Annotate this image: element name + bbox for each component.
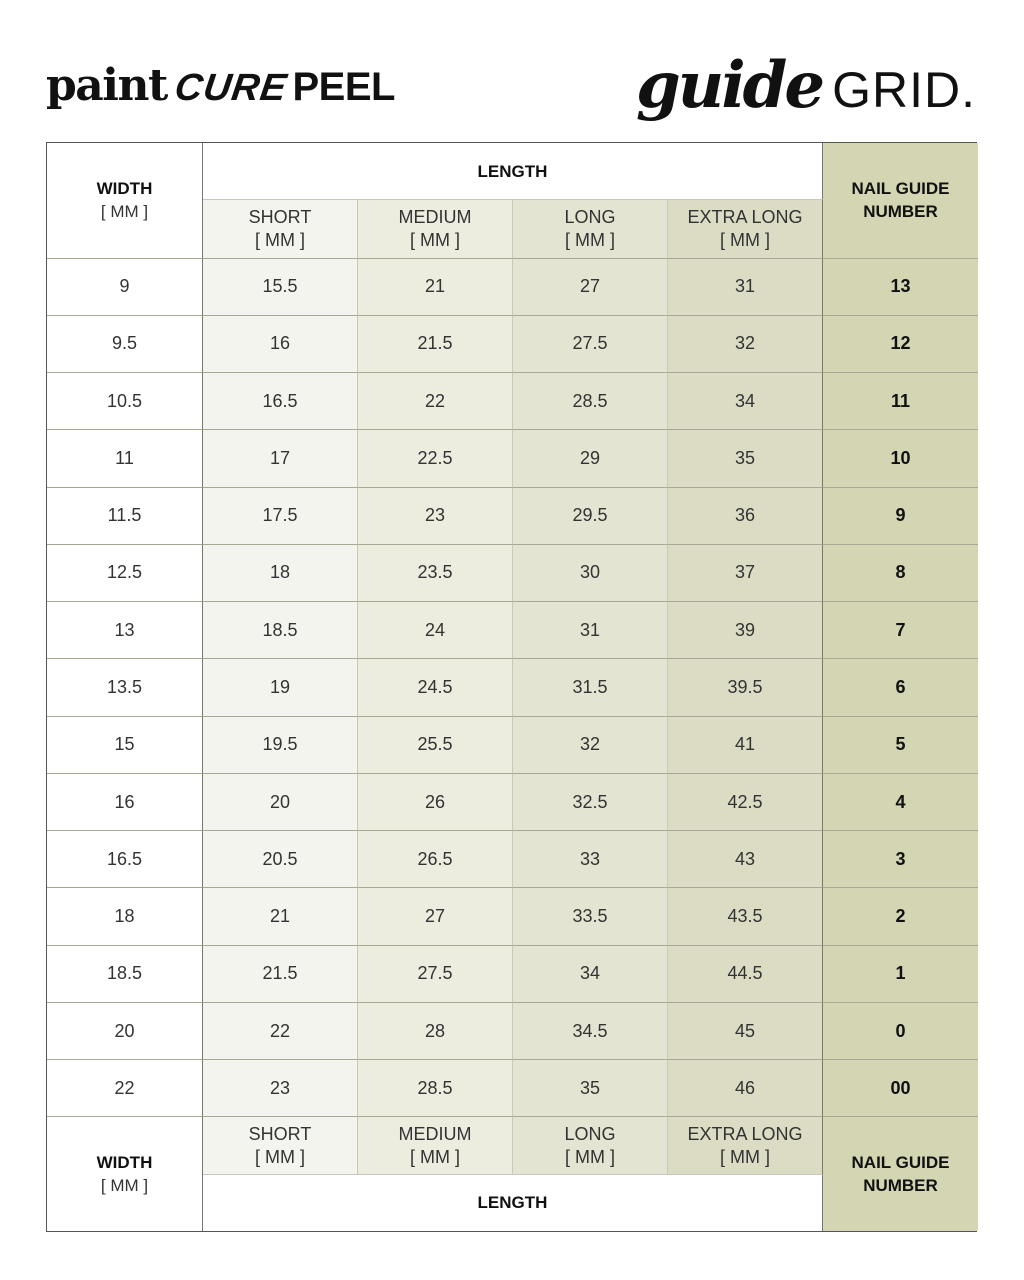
long-length-cell: 33.5	[513, 887, 668, 944]
nail-guide-footer-line1: NAIL GUIDE	[851, 1153, 950, 1173]
logo-cure-text: CURE	[171, 67, 290, 109]
short-length-cell: 20.5	[203, 830, 358, 887]
width-cell: 20	[47, 1002, 203, 1059]
column-header-unit: [ MM ]	[565, 229, 615, 250]
length-header-label: LENGTH	[477, 161, 548, 181]
nail-guide-number-cell: 7	[823, 601, 978, 658]
extra-long-length-cell: 46	[668, 1059, 823, 1116]
short-length-cell: 21	[203, 887, 358, 944]
column-header-short	[203, 200, 358, 257]
short-length-cell: 17	[203, 429, 358, 486]
medium-length-cell: 28	[358, 1002, 513, 1059]
page-title	[636, 48, 976, 123]
width-cell: 13	[47, 601, 203, 658]
logo-paint-text: paint	[46, 60, 167, 111]
nail-guide-number-cell: 8	[823, 544, 978, 601]
column-header-unit: [ MM ]	[255, 229, 305, 250]
extra-long-length-cell: 39	[668, 601, 823, 658]
nail-guide-number-cell: 5	[823, 716, 978, 773]
nail-guide-header-line2: NUMBER	[863, 202, 938, 222]
long-length-cell: 32	[513, 716, 668, 773]
medium-length-cell: 27	[358, 887, 513, 944]
short-length-cell: 18	[203, 544, 358, 601]
medium-length-cell: 26.5	[358, 830, 513, 887]
extra-long-length-cell: 43.5	[668, 887, 823, 944]
nail-guide-number-cell: 00	[823, 1059, 978, 1116]
column-header-label: LONG	[564, 206, 616, 227]
short-length-cell: 19	[203, 658, 358, 715]
medium-length-cell: 21	[358, 258, 513, 315]
nail-guide-footer	[823, 1116, 978, 1231]
medium-length-cell: 22.5	[358, 429, 513, 486]
nail-guide-footer-line2: NUMBER	[863, 1176, 938, 1196]
extra-long-length-cell: 42.5	[668, 773, 823, 830]
width-cell: 15	[47, 716, 203, 773]
extra-long-length-cell: 43	[668, 830, 823, 887]
column-header-long	[513, 200, 668, 257]
short-length-cell: 21.5	[203, 945, 358, 1002]
long-length-cell: 34	[513, 945, 668, 1002]
short-length-cell: 18.5	[203, 601, 358, 658]
short-length-cell: 15.5	[203, 258, 358, 315]
long-length-cell: 27.5	[513, 315, 668, 372]
width-footer	[47, 1116, 203, 1231]
extra-long-length-cell: 34	[668, 372, 823, 429]
column-footer-extra-long	[668, 1116, 823, 1173]
medium-length-cell: 24.5	[358, 658, 513, 715]
nail-guide-number-cell: 13	[823, 258, 978, 315]
width-header	[47, 143, 203, 258]
nail-guide-number-cell: 0	[823, 1002, 978, 1059]
length-header	[203, 143, 823, 200]
medium-length-cell: 23.5	[358, 544, 513, 601]
width-cell: 18	[47, 887, 203, 944]
page-header	[0, 0, 1024, 140]
short-length-cell: 16	[203, 315, 358, 372]
width-cell: 13.5	[47, 658, 203, 715]
nail-guide-number-cell: 2	[823, 887, 978, 944]
long-length-cell: 31	[513, 601, 668, 658]
length-footer-label: LENGTH	[477, 1193, 548, 1213]
short-length-cell: 17.5	[203, 487, 358, 544]
long-length-cell: 33	[513, 830, 668, 887]
nail-guide-number-cell: 12	[823, 315, 978, 372]
nail-guide-number-cell: 10	[823, 429, 978, 486]
short-length-cell: 19.5	[203, 716, 358, 773]
nail-guide-header	[823, 143, 978, 258]
short-length-cell: 23	[203, 1059, 358, 1116]
column-header-label: MEDIUM	[398, 206, 472, 227]
nail-guide-number-cell: 3	[823, 830, 978, 887]
column-footer-medium	[358, 1116, 513, 1173]
width-cell: 12.5	[47, 544, 203, 601]
column-header-medium	[358, 200, 513, 257]
long-length-cell: 34.5	[513, 1002, 668, 1059]
extra-long-length-cell: 35	[668, 429, 823, 486]
long-length-cell: 27	[513, 258, 668, 315]
width-footer-unit: [ MM ]	[100, 1176, 149, 1196]
width-cell: 11.5	[47, 487, 203, 544]
column-header-unit: [ MM ]	[720, 229, 770, 250]
long-length-cell: 31.5	[513, 658, 668, 715]
length-footer	[203, 1174, 823, 1231]
title-grid-text: GRID.	[832, 62, 976, 118]
extra-long-length-cell: 37	[668, 544, 823, 601]
column-header-extra-long	[668, 200, 823, 257]
short-length-cell: 16.5	[203, 372, 358, 429]
short-length-cell: 20	[203, 773, 358, 830]
nail-guide-header-line1: NAIL GUIDE	[851, 179, 950, 199]
long-length-cell: 30	[513, 544, 668, 601]
width-cell: 9.5	[47, 315, 203, 372]
column-footer-unit: [ MM ]	[565, 1146, 615, 1167]
nail-guide-number-cell: 9	[823, 487, 978, 544]
width-footer-label: WIDTH	[96, 1153, 153, 1173]
extra-long-length-cell: 31	[668, 258, 823, 315]
short-length-cell: 22	[203, 1002, 358, 1059]
medium-length-cell: 26	[358, 773, 513, 830]
title-guide-text: guide	[636, 48, 823, 123]
column-footer-short	[203, 1116, 358, 1173]
column-footer-label: SHORT	[248, 1123, 312, 1144]
column-footer-unit: [ MM ]	[255, 1146, 305, 1167]
long-length-cell: 29.5	[513, 487, 668, 544]
long-length-cell: 28.5	[513, 372, 668, 429]
nail-guide-table	[46, 142, 977, 1232]
column-footer-unit: [ MM ]	[720, 1146, 770, 1167]
long-length-cell: 29	[513, 429, 668, 486]
medium-length-cell: 28.5	[358, 1059, 513, 1116]
long-length-cell: 35	[513, 1059, 668, 1116]
column-footer-label: MEDIUM	[398, 1123, 472, 1144]
width-header-unit: [ MM ]	[100, 202, 149, 222]
column-header-label: EXTRA LONG	[687, 206, 803, 227]
brand-logo	[46, 60, 395, 120]
extra-long-length-cell: 39.5	[668, 658, 823, 715]
width-cell: 18.5	[47, 945, 203, 1002]
column-header-label: SHORT	[248, 206, 312, 227]
width-cell: 16.5	[47, 830, 203, 887]
medium-length-cell: 23	[358, 487, 513, 544]
nail-guide-number-cell: 4	[823, 773, 978, 830]
extra-long-length-cell: 45	[668, 1002, 823, 1059]
medium-length-cell: 22	[358, 372, 513, 429]
width-cell: 9	[47, 258, 203, 315]
width-cell: 11	[47, 429, 203, 486]
nail-guide-number-cell: 11	[823, 372, 978, 429]
extra-long-length-cell: 32	[668, 315, 823, 372]
extra-long-length-cell: 41	[668, 716, 823, 773]
column-footer-label: LONG	[564, 1123, 616, 1144]
extra-long-length-cell: 36	[668, 487, 823, 544]
column-footer-label: EXTRA LONG	[687, 1123, 803, 1144]
width-cell: 22	[47, 1059, 203, 1116]
nail-guide-number-cell: 6	[823, 658, 978, 715]
width-header-label: WIDTH	[96, 179, 153, 199]
width-cell: 10.5	[47, 372, 203, 429]
column-header-unit: [ MM ]	[410, 229, 460, 250]
medium-length-cell: 24	[358, 601, 513, 658]
nail-guide-number-cell: 1	[823, 945, 978, 1002]
long-length-cell: 32.5	[513, 773, 668, 830]
medium-length-cell: 27.5	[358, 945, 513, 1002]
medium-length-cell: 21.5	[358, 315, 513, 372]
logo-peel-text: PEEL	[292, 65, 395, 109]
column-footer-unit: [ MM ]	[410, 1146, 460, 1167]
width-cell: 16	[47, 773, 203, 830]
extra-long-length-cell: 44.5	[668, 945, 823, 1002]
column-footer-long	[513, 1116, 668, 1173]
medium-length-cell: 25.5	[358, 716, 513, 773]
